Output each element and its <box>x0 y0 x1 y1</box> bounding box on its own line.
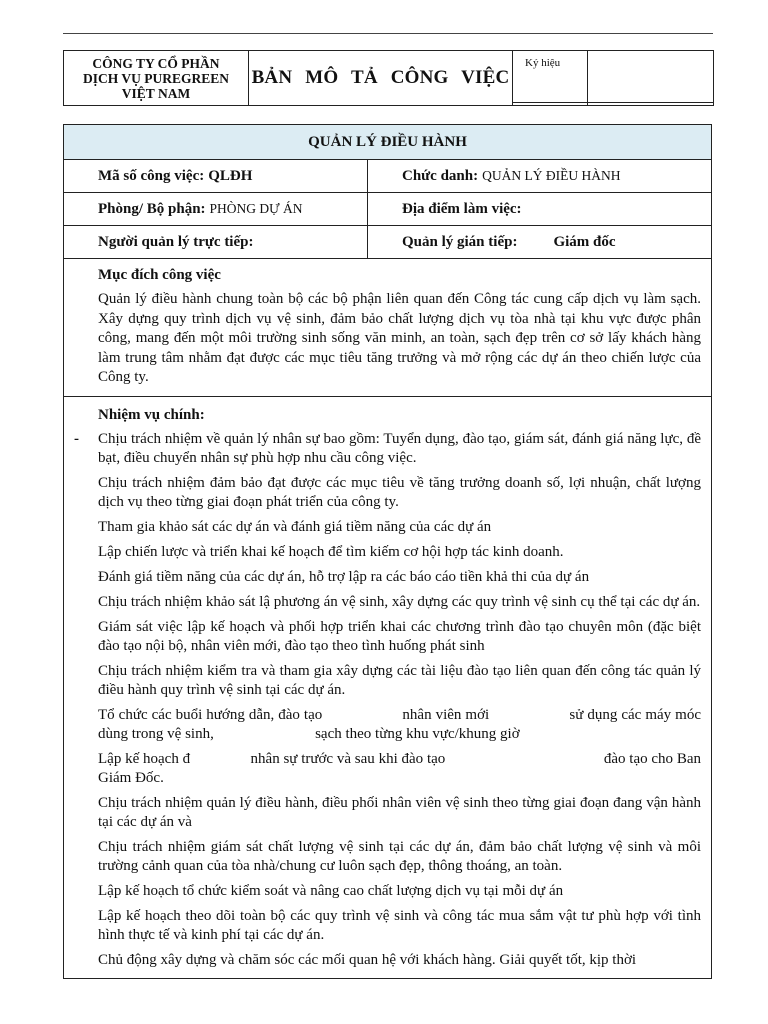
duty-item: Giám sát việc lập kế hoạch và phối hợp triển khai các chương trình đào tạo chuyên môn (đặc biệt đào tạo nội bộ, nhân viên mới, đào tạo theo tình huống phát sinh <box>98 618 701 654</box>
purpose-text: Quản lý điều hành chung toàn bộ các bộ phận liên quan đến Công tác cung cấp dịch vụ làm sạch. Xây dựng quy trình dịch vụ vệ sinh, đảm bảo chất lượng dịch vụ tòa nhà tại khu vực được phân công, mang đến một môi trường sinh sống văn minh, an toàn, sạch đẹp trên cơ sở lấy khách hàng làm trung tâm nhằm đạt được các mục tiêu tăng trưởng và mở rộng các dự án theo chiến lược của Công ty. <box>98 291 701 385</box>
header-empty-cell-1 <box>513 103 588 106</box>
duty-item: Lập chiến lược và triển khai kế hoạch để tìm kiếm cơ hội hợp tác kinh doanh. <box>98 543 564 560</box>
job-description-table <box>63 124 712 979</box>
job-code-value: QLĐH <box>208 167 253 184</box>
duty-item <box>74 430 701 468</box>
dept-label: Phòng/ Bộ phận: <box>98 200 206 217</box>
dept-value: PHÒNG DỰ ÁN <box>209 201 303 216</box>
symbol-label: Ký hiệu <box>513 51 588 103</box>
duty-item: Chịu trách nhiệm giám sát chất lượng vệ sinh tại các dự án, đảm bảo chất lượng vệ sinh và môi trường cảnh quan của tòa nhà/chung cư luôn sạch đẹp, thông thoáng, an toàn. <box>98 838 701 874</box>
duty-item: Chủ động xây dựng và chăm sóc các mối quan hệ với khách hàng. Giải quyết tốt, kịp thời <box>98 951 637 968</box>
row-dept-location <box>64 193 711 226</box>
top-rule <box>63 33 713 34</box>
duty-item: Chịu trách nhiệm kiểm tra và tham gia xây dựng các tài liệu đào tạo liên quan đến công tác quản lý điều hành quy trình vệ sinh tại các dự án. <box>98 662 701 698</box>
document-header <box>63 50 714 106</box>
duty-text: Chịu trách nhiệm về quản lý nhân sự bao gồm: Tuyển dụng, đào tạo, giám sát, đánh giá năng lực, đề bạt, điều chuyển nhân sự phù hợp nhu cầu công việc. <box>98 430 701 466</box>
duty-item: Chịu trách nhiệm khảo sát lậ phương án vệ sinh, xây dựng các quy trình vệ sinh cụ thể tại các dự án. <box>98 593 701 610</box>
duties-section <box>64 397 711 978</box>
duty-bullet: - <box>74 430 79 447</box>
row-managers <box>64 226 711 259</box>
job-code-cell <box>64 160 368 192</box>
duty-item: Chịu trách nhiệm quản lý điều hành, điều phối nhân viên vệ sinh theo từng giai đoạn đang vận hành tại các dự án và <box>98 794 701 830</box>
header-empty-cell-2 <box>588 103 714 106</box>
job-code-label: Mã số công việc: <box>98 167 205 184</box>
indirect-manager-value: Giám đốc <box>553 233 616 250</box>
duty-item: Chịu trách nhiệm đảm bảo đạt được các mục tiêu về tăng trưởng doanh số, lợi nhuận, chất lượng dịch vụ theo từng giai đoạn phát triển của công ty. <box>98 474 701 510</box>
duty-item: Tham gia khảo sát các dự án và đánh giá tiềm năng của các dự án <box>98 518 492 535</box>
job-band-title: QUẢN LÝ ĐIỀU HÀNH <box>64 125 711 160</box>
company-name <box>64 51 249 106</box>
position-value: QUẢN LÝ ĐIỀU HÀNH <box>482 168 621 183</box>
dept-cell <box>64 193 368 225</box>
position-label: Chức danh: <box>402 167 479 184</box>
company-line-2: DỊCH VỤ PUREGREEN <box>82 70 229 86</box>
row-code-position <box>64 160 711 193</box>
duty-item: Tổ chức các buổi hướng dẫn, đào tạo nhân viên mới sử dụng các máy móc dùng trong vệ sinh, sạch theo từng khu vực/khung giờ <box>98 706 705 742</box>
symbol-value <box>588 51 714 103</box>
company-line-3: VIỆT NAM <box>121 85 191 101</box>
duty-item: Lập kế hoạch theo dõi toàn bộ các quy trình vệ sinh và công tác mua sắm vật tư phù hợp với tình hình thực tế và kinh phí tại các dự án. <box>98 907 701 943</box>
duty-item: Đánh giá tiềm năng của các dự án, hỗ trợ lập ra các báo cáo tiền khả thi của dự án <box>98 568 590 585</box>
purpose-section <box>64 259 711 397</box>
company-line-1: CÔNG TY CỔ PHẦN <box>92 55 220 71</box>
direct-manager-cell <box>64 226 368 258</box>
duties-title: Nhiệm vụ chính: <box>98 406 205 423</box>
direct-manager-label: Người quản lý trực tiếp: <box>98 233 254 250</box>
location-label: Địa điểm làm việc: <box>402 200 522 217</box>
indirect-manager-cell <box>368 226 711 258</box>
duty-item: Lập kế hoạch đ nhân sự trước và sau khi đào tạo đào tạo cho Ban Giám Đốc. <box>98 750 705 786</box>
document-title: BẢN MÔ TẢ CÔNG VIỆC <box>249 51 513 106</box>
duty-item: Lập kế hoạch tổ chức kiểm soát và nâng cao chất lượng dịch vụ tại mỗi dự án <box>98 882 564 899</box>
location-cell <box>368 193 711 225</box>
indirect-manager-label: Quản lý gián tiếp: <box>402 233 518 250</box>
position-cell <box>368 160 711 192</box>
purpose-title: Mục đích công việc <box>98 267 221 283</box>
